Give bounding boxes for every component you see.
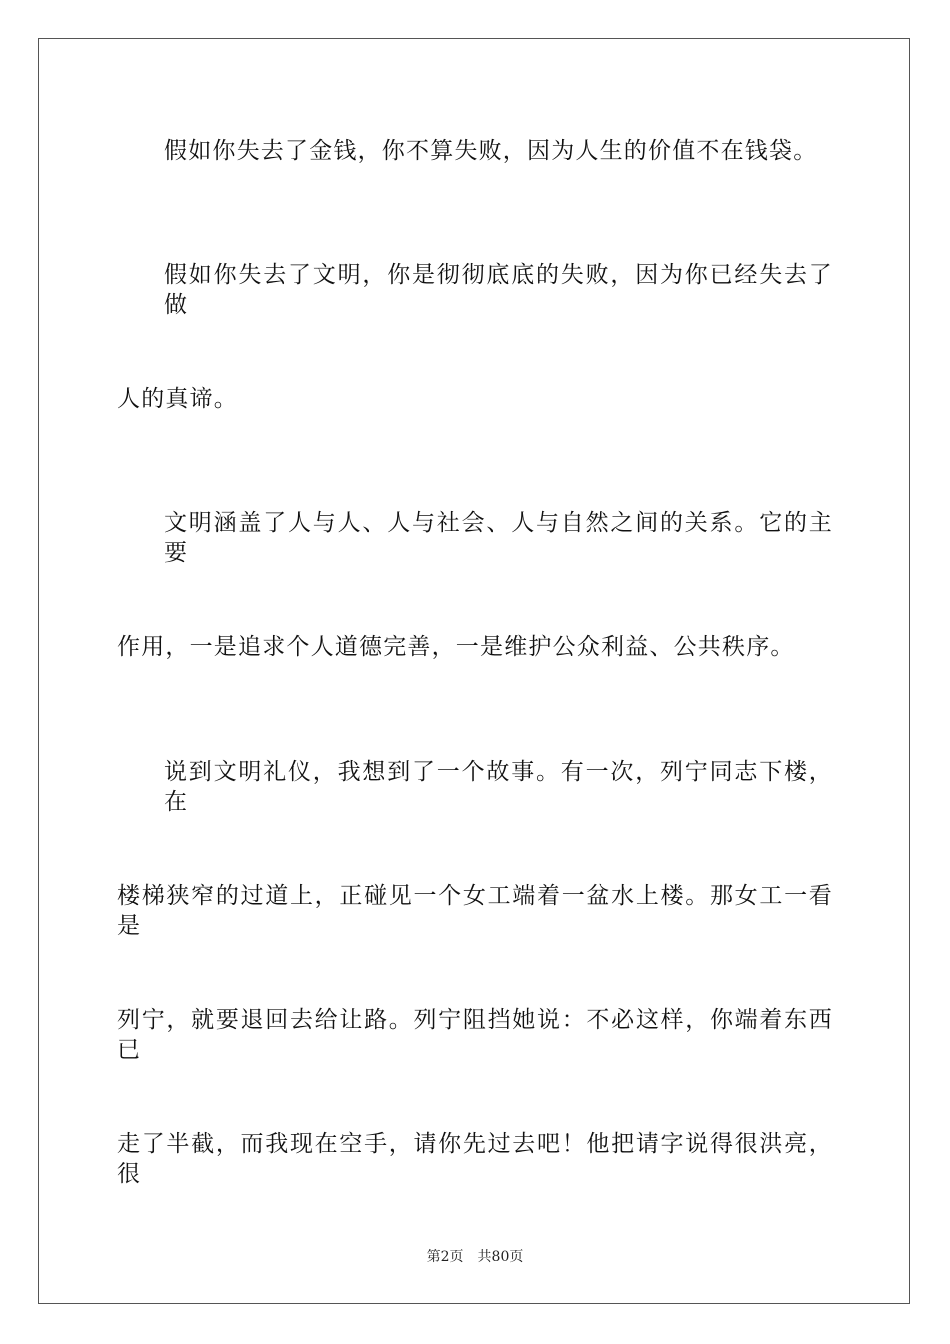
page-footer xyxy=(0,1247,950,1267)
page-number: 第2页 xyxy=(426,1249,464,1265)
text-line: 作用，一是追求个人道德完善，一是维护公众利益、公共秩序。 xyxy=(117,634,795,660)
text-line: 假如你失去了金钱，你不算失败，因为人生的价值不在钱袋。 xyxy=(164,138,818,164)
text-line: 列宁，就要退回去给让路。列宁阻挡她说：不必这样，你端着东西已 xyxy=(117,1007,833,1063)
text-line: 文明涵盖了人与人、人与社会、人与自然之间的关系。它的主要 xyxy=(164,510,833,566)
text-line: 走了半截，而我现在空手，请你先过去吧！他把请字说得很洪亮，很 xyxy=(117,1131,833,1187)
text-line: 假如你失去了文明，你是彻彻底底的失败，因为你已经失去了做 xyxy=(164,262,833,318)
page-total: 共80页 xyxy=(477,1249,524,1265)
text-line: 说到文明礼仪，我想到了一个故事。有一次，列宁同志下楼，在 xyxy=(164,759,833,815)
text-line: 楼梯狭窄的过道上，正碰见一个女工端着一盆水上楼。那女工一看是 xyxy=(117,883,833,939)
page-border xyxy=(38,38,910,1304)
text-line: 人的真谛。 xyxy=(117,386,238,412)
